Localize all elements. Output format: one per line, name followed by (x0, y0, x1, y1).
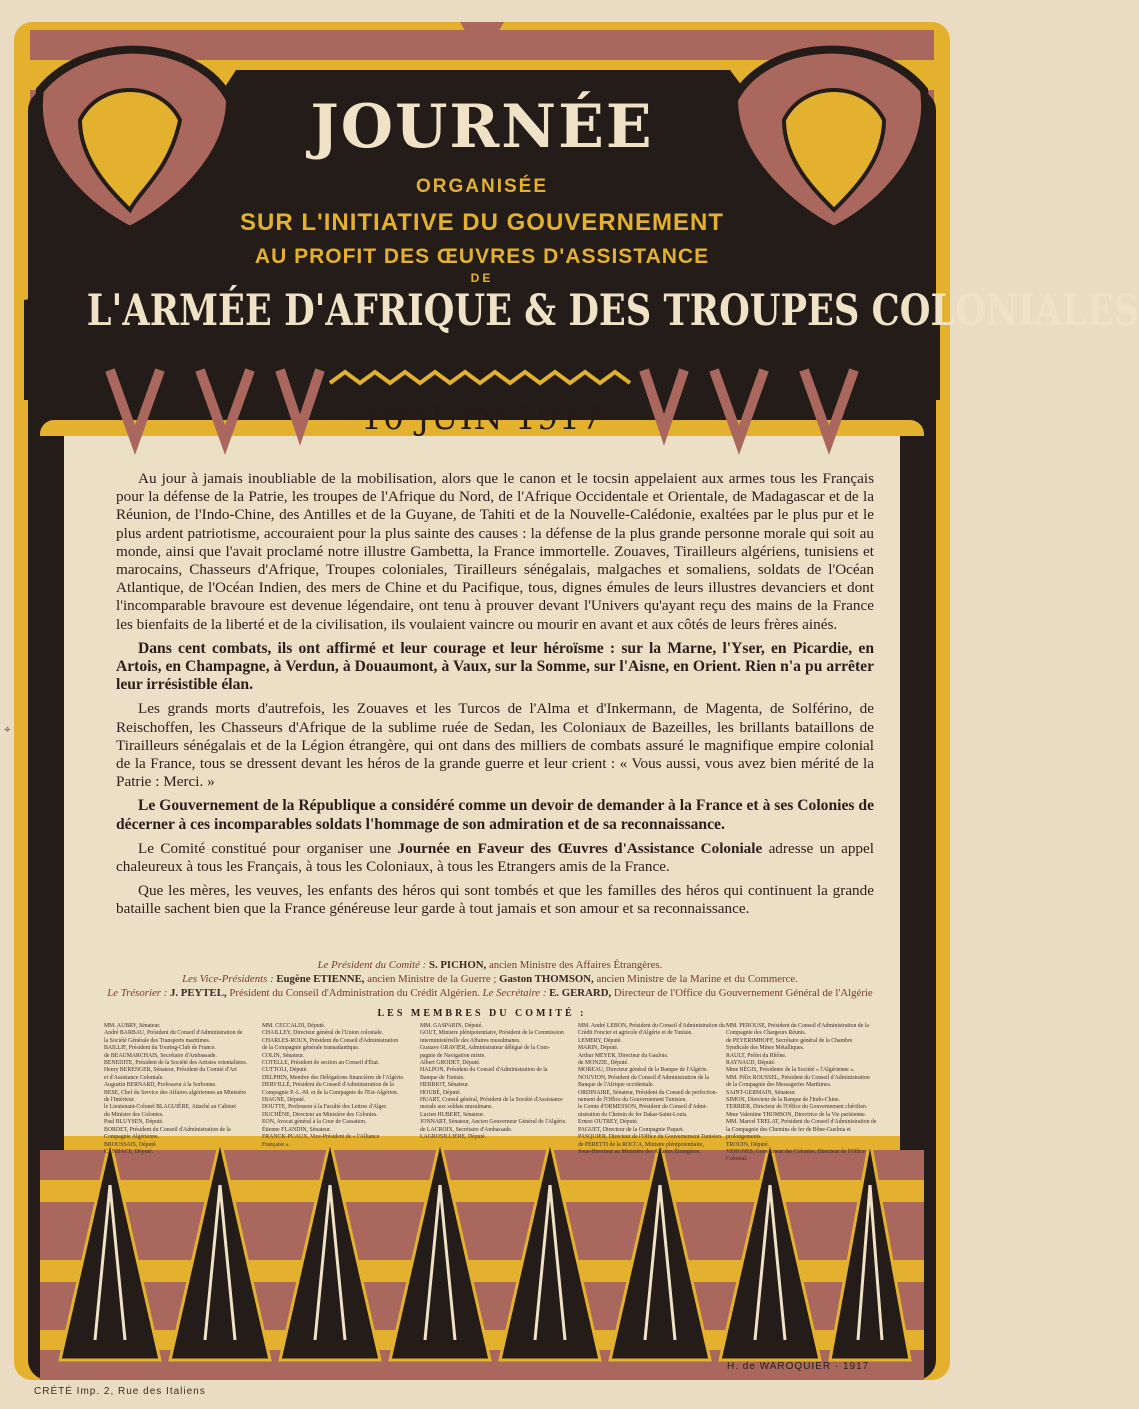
member-line: DIAGNE, Député. (262, 1097, 306, 1104)
members-column-4 (578, 1023, 730, 1156)
member-line: COTELLE, Président de section au Conseil d'État. (262, 1060, 380, 1067)
secretary-title: Directeur de l'Office du Gouvernement Général de l'Algérie (613, 987, 873, 999)
member-line: DUCHÊNE, Directeur au Ministère des Colonies. (262, 1111, 378, 1118)
main-heading: L'ARMÉE D'AFRIQUE & DES TROUPES COLONIALES (86, 286, 1139, 336)
member-line: prolongements. (726, 1134, 762, 1141)
member-line: TERRIER, Directeur de l'Office du Gouvernement chérifien. (726, 1104, 868, 1111)
member-line: CANDACE, Député. (104, 1148, 154, 1155)
members-heading: LES MEMBRES DU COMITÉ : (377, 1008, 587, 1019)
member-line: TROUIN, Député. (726, 1141, 769, 1148)
member-line: SAINT-GERMAIN, Sénateur. (726, 1089, 796, 1096)
member-line: Lucien HUBERT, Sénateur. (420, 1111, 485, 1118)
member-line: nement de l'Office du Gouvernement Tunisien. (578, 1097, 687, 1104)
member-line: RAULT, Préfet du Rhône. (726, 1052, 787, 1059)
member-line: SIMON, Directeur de la Banque de l'Indo-Chine. (726, 1097, 841, 1104)
member-line: de PERETTI de la ROCCA, Ministre plénipotentiaire, (578, 1141, 704, 1148)
vp2-name: Gaston THOMSON, (499, 973, 594, 985)
subtitle-initiative: SUR L'INITIATIVE DU GOUVERNEMENT (240, 209, 724, 236)
subtitle-organisee: ORGANISÉE (415, 176, 549, 197)
member-line: Syndicale des Mines Métalliques. (726, 1045, 805, 1052)
member-line: Gustave GRAVIER, Administrateur délégué de la Com- (420, 1045, 550, 1052)
member-line: Sous-Directeur au Ministère des Affaires Étrangères. (578, 1148, 701, 1155)
vp-label: Les Vice-Présidents : (182, 973, 274, 985)
member-line: HUART, Consul général, Président de la Société d'Assistance (420, 1097, 563, 1104)
paragraph-combats: Dans cent combats, ils ont affirmé et leur courage et leur héroïsme : sur la Marne, l'Yser, en Picardie, en Artois, en Champagne, à Verdun, à Douaumont, à Vaux, sur la Somme, sur l'Aisne, en Orient. Rien n'a pu arrêter leur irrésistible élan. (116, 639, 874, 694)
member-line: JONNART, Sénateur, Ancien Gouverneur Général de l'Algérie. (420, 1119, 567, 1126)
member-line: de MONZIE, Député. (578, 1060, 629, 1067)
member-line: Mme Valentine THOMSON, Directrice de la Vie parisienne. (726, 1111, 867, 1118)
artist-signature: H. de WAROQUIER · 1917 (727, 1361, 870, 1372)
member-line: BROUSSAIS, Député. (104, 1141, 157, 1148)
vp1-name: Eugène ETIENNE, (276, 973, 365, 985)
member-line: COLIN, Sénateur. (262, 1052, 305, 1059)
secretary-name: E. GERARD, (549, 987, 612, 999)
member-line: Étienne FLANDIN, Sénateur. (262, 1126, 331, 1133)
member-line: Compagnie P.-L.-M. et de la Compagnie de l'Est-Algérien. (262, 1089, 399, 1096)
members-column-3 (420, 1023, 572, 1142)
treasurer-secretary-line (90, 986, 890, 1000)
member-line: de PEYERIMHOFF, Secrétaire général de la Chambre (726, 1037, 853, 1044)
member-line: MARIN, Député. (578, 1045, 619, 1052)
paragraph-meres: Que les mères, les veuves, les enfants des héros qui sont tombés et que les familles des héros qui continuent la grande bataille sachent bien que la France généreuse leur garde à tout jamais et son amour et sa reconnaissance. (116, 882, 874, 918)
member-line: la Société Générale des Transports maritimes. (104, 1037, 211, 1044)
member-line: Ernest OUTREY, Député. (578, 1119, 639, 1126)
paragraph-comite (116, 840, 874, 876)
member-line: MM. GASPARIN, Député. (420, 1023, 483, 1029)
paragraph-mobilisation: Au jour à jamais inoubliable de la mobilisation, alors que le canon et le tocsin appelaient aux armes tous les Français pour la défense de la Patrie, les troupes de l'Afrique du Nord, de l'Afrique Occidentale et Orientale, de Madagascar et de la Réunion, de l'Indo-Chine, des Antilles et de la Guyane, de Tahiti et de la Nouvelle-Calédonie, exaltées par le plus pur et le plus ardent patriotisme, accouraient pour la plus sainte des causes : la défense de la plus grande personne morale qui soit au monde, ainsi que l'avait proclamé notre illustre Gambetta, la France immortelle. Zouaves, Tirailleurs algériens, tunisiens et marocains, Chasseurs d'Afrique, Troupes coloniales, Tirailleurs sénégalais, malgaches et somaliens, soldats de l'Océan Atlantique, de l'Océan Indien, des mers de Chine et du Pacifique, tous, dignes émules de leurs illustres devanciers et dont l'incomparable bravoure est devenue légendaire, ont tenu à prouver devant l'Univers qu'ayant reçu des mains de la France les bienfaits de la liberté et de la civilisation, ils voulaient vaincre ou mourir en avant et aux côtés de leurs frères ainés. (116, 470, 874, 633)
vice-presidents-line (90, 972, 890, 986)
member-line: MM. AUBRY, Sénateur. (104, 1023, 161, 1029)
member-line: Augustin BERNARD, Professeur à la Sorbonne. (104, 1082, 217, 1089)
member-line: de BEAUMARCHAIS, Secrétaire d'Ambassade. (104, 1052, 217, 1059)
member-line: PAGUET, Directeur de la Compagnie Paquet. (578, 1126, 685, 1133)
member-line: Henry BERENGER, Sénateur, Président du Comité d'Art (104, 1067, 237, 1074)
member-line: CHAILLEY, Directeur général de l'Union coloniale. (262, 1030, 384, 1037)
member-line: Albert GRODET, Député. (420, 1060, 481, 1067)
treasurer-label: Le Trésorier : (107, 987, 168, 999)
paragraph-gouvernement: Le Gouvernement de la République a considéré comme un devoir de demander à la France et à ses Colonies de décerner à ces incomparables soldats l'hommage de son admiration et de sa reconnaissance. (116, 797, 874, 833)
president-label: Le Président du Comité : (317, 959, 427, 971)
vp2-title: ancien Ministre de la Marine et du Commerce. (596, 973, 798, 985)
member-line: du Ministre des Colonies. (104, 1111, 164, 1118)
member-line: de la Compagnie des Messageries Maritimes. (726, 1082, 832, 1089)
member-line: André BARBAU, Président du Conseil d'Administration de (104, 1030, 243, 1037)
member-line: VERGNES, Gouverneur des Colonies, Directeur de l'Office (726, 1148, 866, 1155)
member-line: DERVILLÉ, Président du Conseil d'Administration de la (262, 1082, 394, 1089)
member-line: Banque de Tunisie. (420, 1074, 465, 1081)
member-line: GOUT, Ministre plénipotentiaire, Président de la Commission (420, 1030, 564, 1037)
member-line: HERRIOT, Sénateur. (420, 1082, 469, 1089)
president-name: S. PICHON, (428, 959, 487, 971)
member-line: Arthur MEYER, Directeur du Gaulois. (578, 1052, 669, 1059)
member-line: MM. André LEBON, Président du Conseil d'Administration du (578, 1023, 725, 1029)
registration-mark-icon: ⌖ (4, 722, 11, 736)
members-column-2 (262, 1023, 414, 1149)
member-line: EON, Avocat général à la Cour de Cassation. (262, 1119, 367, 1126)
member-line: MM. PEROUSE, Président du Conseil d'Administration de la (726, 1023, 869, 1029)
member-line: FRANCK-PUAUX, Vice-Président de « l'Alliance (262, 1134, 380, 1141)
member-line: NOUVION, Président du Conseil d'Administration de la (578, 1074, 709, 1081)
member-line: MM. CECCALDI, Député. (262, 1023, 326, 1029)
committee-officers (90, 958, 890, 1000)
member-line: MM. Marcel TRELAT, Président du Conseil d'Administration de (726, 1119, 877, 1126)
president-title: ancien Ministre des Affaires Étrangères. (488, 959, 663, 971)
member-line: Compagnie Algérienne. (104, 1134, 160, 1141)
member-line: de l'Intérieur. (104, 1097, 135, 1104)
subtitle-profit: AU PROFIT DES ŒUVRES D'ASSISTANCE (254, 245, 710, 268)
member-line: morale aux soldats musulmans. (420, 1104, 493, 1111)
member-line: BAILLIF, Président du Touring-Club de France. (104, 1045, 216, 1052)
member-line: Paul BLUYSEN, Député. (104, 1119, 164, 1126)
member-line: CUTTOLI, Député. (262, 1067, 308, 1074)
poster-title: JOURNÉE (310, 92, 654, 162)
member-line: le Comte d'ORMESSON, Président du Conseil d'Admi- (578, 1104, 708, 1111)
member-line: HALPON, Président du Conseil d'Administration de la (420, 1067, 548, 1074)
member-line: PASQUIER, Directeur de l'Office du Gouvernement Tunisien. (578, 1134, 723, 1141)
members-column-1 (104, 1023, 256, 1156)
paragraph-comite-journee: Journée en Faveur des Œuvres d'Assistance Coloniale (397, 839, 763, 857)
treasurer-name: J. PEYTEL, (169, 987, 227, 999)
member-line: LEMERY, Député. (578, 1037, 622, 1044)
subtitle-de: DE (470, 271, 494, 285)
members-column-5 (726, 1023, 878, 1164)
member-line: nistration du Chemin de fer Dakar-Saint-Louis. (578, 1111, 688, 1118)
secretary-label: Le Secrétaire : (482, 987, 547, 999)
president-line (90, 958, 890, 972)
vp1-title: ancien Ministre de la Guerre ; (367, 973, 497, 985)
member-line: Banque de l'Afrique occidentale. (578, 1082, 655, 1089)
member-line: Crédit Foncier et agricole d'Algérie et de Tunisie. (578, 1030, 693, 1037)
member-line: la Compagnie des Chemins de fer de Bône-Guelma et (726, 1126, 851, 1133)
member-line: RAYNAUD, Député. (726, 1060, 776, 1067)
member-line: Française ». (262, 1141, 291, 1148)
member-line: HOUBÉ, Député. (420, 1089, 462, 1096)
member-line: DELPHIN, Membre des Délégations financières de l'Algérie. (262, 1074, 405, 1081)
member-line: CHARLES-ROUX, Président du Conseil d'Administration (262, 1037, 399, 1044)
member-line: BENEDITE, Président de la Société des Artistes orientalistes. (104, 1060, 248, 1067)
member-line: DOUTTE, Professeur à la Faculté des Lettres d'Alger. (262, 1104, 388, 1111)
member-line: Mme RÉGIS, Présidente de la Société « l'Algérienne ». (726, 1067, 855, 1074)
paragraph-comite-end: adresse un appel chaleureux à tous les Français, à tous les Coloniaux, à tous les Etrangers amis de la France. (116, 839, 874, 876)
member-line: BORDET, Président du Conseil d'Administration de la (104, 1126, 231, 1133)
member-line: Colonial. (726, 1156, 748, 1163)
member-line: BESE, Chef du Service des Affaires algériennes au Ministère (104, 1089, 247, 1096)
member-line: MOREAU, Directeur général de la Banque de l'Algérie. (578, 1067, 708, 1074)
member-line: LAGROSILLIÈRE, Député. (420, 1134, 487, 1141)
printer-credit: CRÉTÉ Imp. 2, Rue des Italiens (34, 1386, 206, 1397)
paragraph-grands-morts: Les grands morts d'autrefois, les Zouaves et les Turcos de l'Alma et d'Inkermann, de Magenta, de Solférino, de Reischoffen, les Chasseurs d'Afrique de la sublime ruée de Sedan, les Coloniaux de Bazeilles, les brillants bataillons de Tirailleurs sénégalais et de la Légion étrangère, qui ont dans des milliers de combats assuré le magnifique empire colonial de la France, tous se dressent devant les héros de la grande guerre et leur crient : « Vous aussi, vous avez bien mérité de la Patrie : Merci. » (116, 700, 874, 791)
member-line: et d'Assistance Coloniale. (104, 1074, 164, 1081)
member-line: de LACROIX, Secrétaire d'Ambassade. (420, 1126, 513, 1133)
proclamation-text (116, 470, 874, 925)
member-line: ORDINAIRE, Sénateur, Président du Conseil de perfection- (578, 1089, 718, 1096)
member-line: de la Compagnie générale transatlantique. (262, 1045, 360, 1052)
event-date: 10 JUIN 1917 (361, 398, 603, 437)
member-line: interministérielle des Affaires musulmanes. (420, 1037, 521, 1044)
member-line: le Lieutenant-Colonel BLAGUIÈRE, Attaché au Cabinet (104, 1104, 237, 1111)
member-line: MM. Félix ROUSSEL, Président du Conseil d'Administration (726, 1074, 870, 1081)
member-line: Compagnie des Chargeurs Réunis. (726, 1030, 807, 1037)
treasurer-title: Président du Conseil d'Administration du Crédit Algérien. (229, 987, 480, 999)
member-line: pagnie de Navigation mixte. (420, 1052, 486, 1059)
paragraph-comite-start: Le Comité constitué pour organiser une (138, 839, 398, 857)
